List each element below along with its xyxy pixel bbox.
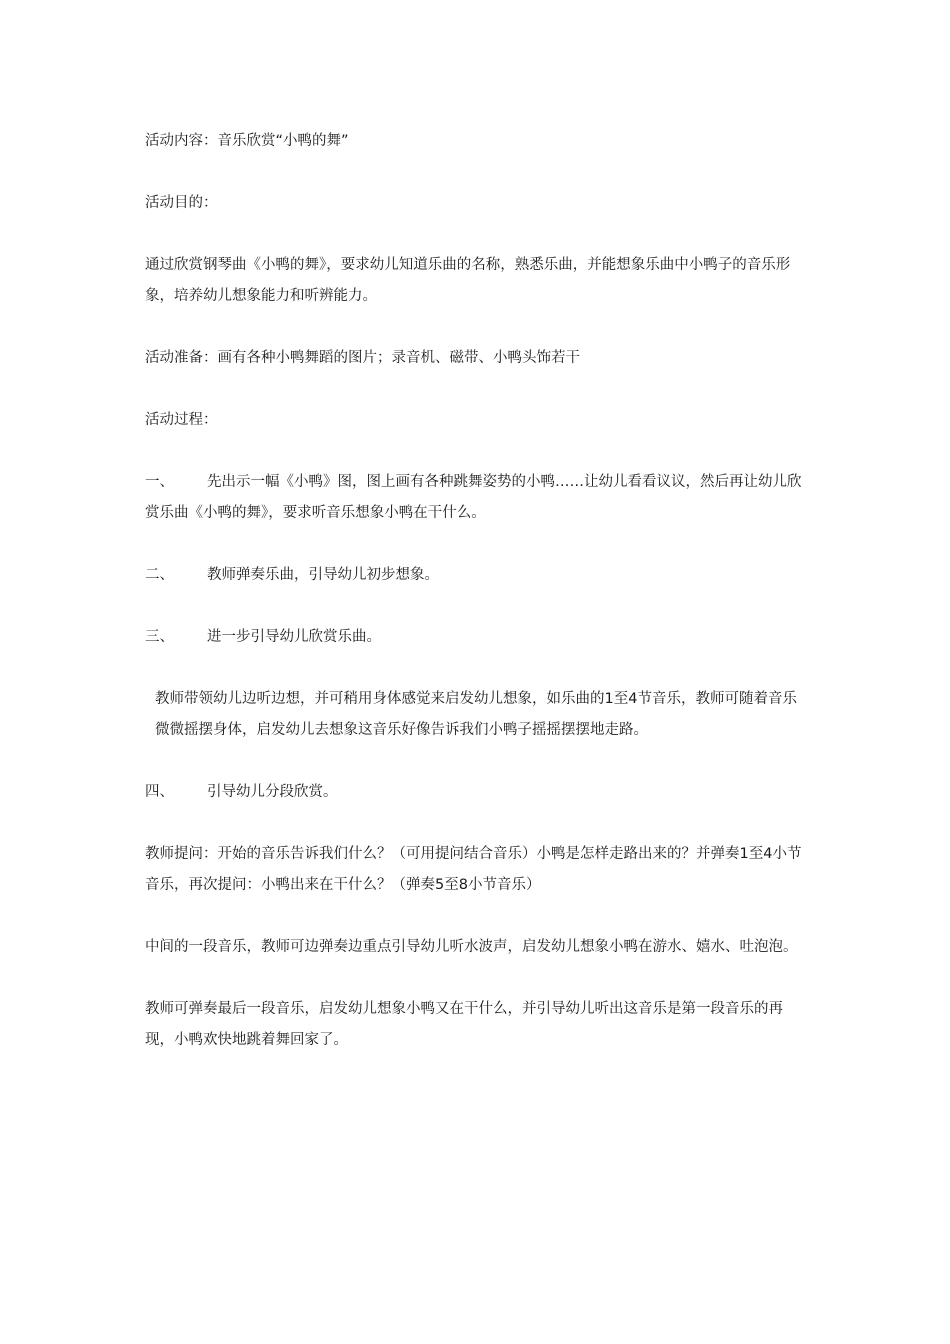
activity-goal-text: 通过欣赏钢琴曲《小鸭的舞》，要求幼儿知道乐曲的名称，熟悉乐曲，并能想象乐曲中小鸭子的音乐形象，培养幼儿想象能力和听辨能力。 — [145, 257, 791, 304]
step-two-number: 二、 — [145, 567, 174, 583]
activity-process-heading: 活动过程： — [145, 412, 218, 428]
step-three-text: 进一步引导幼儿欣赏乐曲。 — [207, 629, 381, 645]
activity-goal-heading: 活动目的： — [145, 195, 218, 211]
step-two — [145, 560, 810, 591]
step-four-paragraph-2: 中间的一段音乐，教师可边弹奏边重点引导幼儿听水波声，启发幼儿想象小鸭在游水、嬉水、吐泡泡。 — [145, 939, 798, 955]
step-three-number: 三、 — [145, 629, 174, 645]
activity-content-line: 活动内容：音乐欣赏“小鸭的舞” — [145, 133, 349, 149]
activity-preparation-line: 活动准备：画有各种小鸭舞蹈的图片；录音机、磁带、小鸭头饰若干 — [145, 350, 580, 366]
step-four-paragraph-3: 教师可弹奏最后一段音乐，启发幼儿想象小鸭又在干什么，并引导幼儿听出这音乐是第一段音乐的再现，小鸭欢快地跳着舞回家了。 — [145, 1001, 783, 1048]
step-three-detail: 教师带领幼儿边听边想，并可稍用身体感觉来启发幼儿想象，如乐曲的1至4节音乐，教师可随着音乐微微摇摆身体，启发幼儿去想象这音乐好像告诉我们小鸭子摇摇摆摆地走路。 — [155, 691, 797, 738]
step-four-paragraph-1: 教师提问：开始的音乐告诉我们什么？（可用提问结合音乐）小鸭是怎样走路出来的？并弹奏1至4小节音乐，再次提问：小鸭出来在干什么？（弹奏5至8小节音乐） — [145, 846, 802, 893]
step-four-text: 引导幼儿分段欣赏。 — [207, 784, 338, 800]
step-four-number: 四、 — [145, 784, 174, 800]
step-one — [145, 467, 810, 529]
step-one-number: 一、 — [145, 474, 174, 490]
step-two-text: 教师弹奏乐曲，引导幼儿初步想象。 — [207, 567, 439, 583]
step-three — [145, 622, 810, 653]
document-body — [145, 126, 810, 1087]
step-four — [145, 777, 810, 808]
step-one-text: 先出示一幅《小鸭》图，图上画有各种跳舞姿势的小鸭……让幼儿看看议议，然后再让幼儿欣赏乐曲《小鸭的舞》，要求听音乐想象小鸭在干什么。 — [145, 474, 802, 521]
